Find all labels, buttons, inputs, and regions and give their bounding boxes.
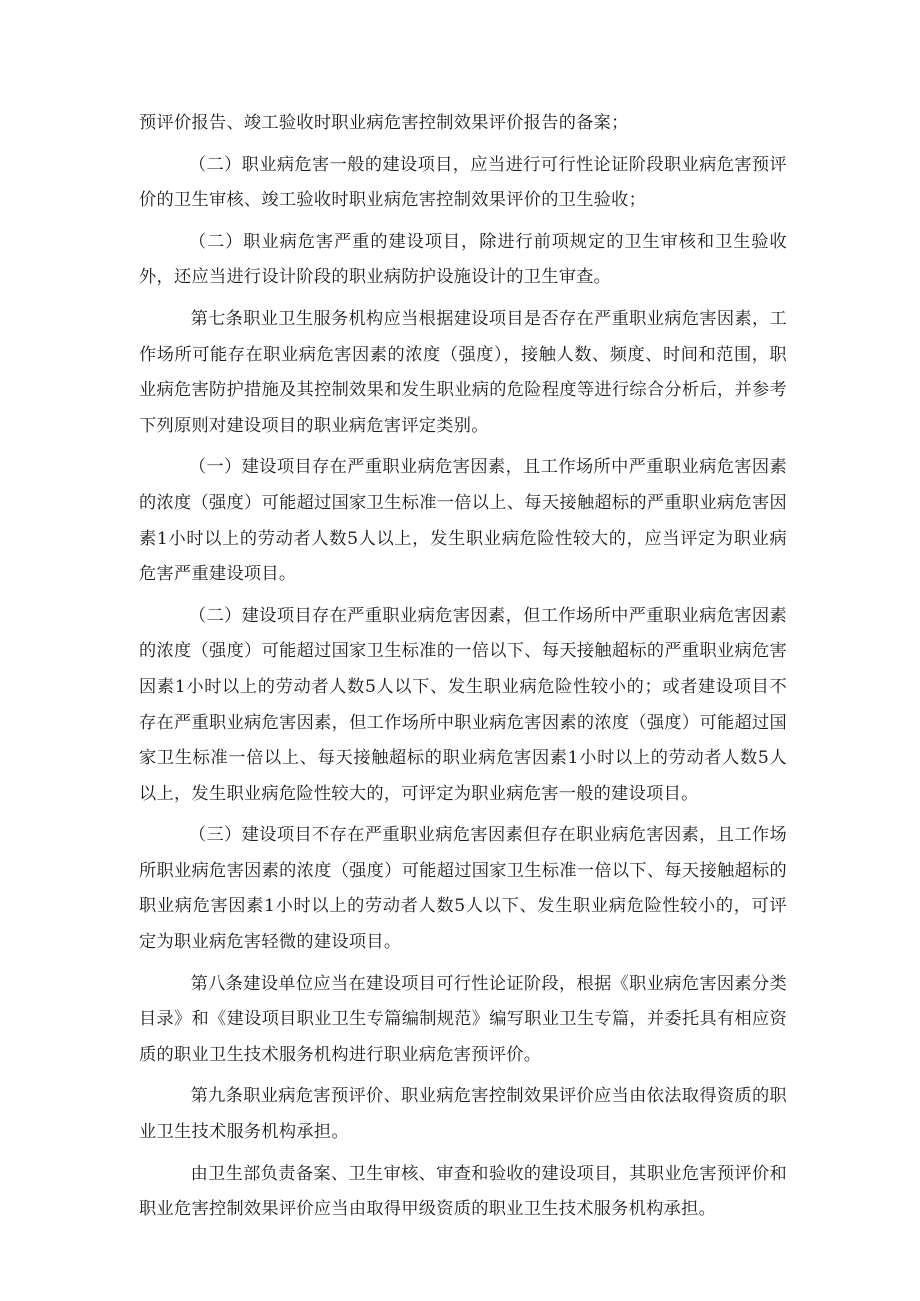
paragraph-item-2-severe: （二）职业病危害严重的建设项目，除进行前项规定的卫生审核和卫生验收外，还应当进行设计阶段的职业病防护设施设计的卫生审查。 (139, 231, 787, 288)
paragraph-article-7-item-2: （二）建设项目存在严重职业病危害因素，但工作场所中严重职业病危害因素的浓度（强度）可能超过国家卫生标准的一倍以下、每天接触超标的严重职业病危害因素1小时以上的劳动者人数5人以下、发生职业病危险性较小的；或者建设项目不存在严重职业病危害因素，但工作场所中职业病危害因素的浓度（强度）可能超过国家卫生标准一倍以上、每天接触超标的职业病危害因素1小时以上的劳动者人数5人以上，发生职业病危险性较大的，可评定为职业病危害一般的建设项目。 (139, 605, 787, 804)
paragraph-article-7-item-3: （三）建设项目不存在严重职业病危害因素但存在职业病危害因素，且工作场所职业病危害因素的浓度（强度）可能超过国家卫生标准一倍以下、每天接触超标的职业病危害因素1小时以上的劳动者人数5人以下、发生职业病危险性较小的，可评定为职业病危害轻微的建设项目。 (139, 825, 787, 953)
paragraph-article-9: 第九条职业病危害预评价、职业病危害控制效果评价应当由依法取得资质的职业卫生技术服务机构承担。 (139, 1086, 787, 1143)
paragraph-article-7-item-1: （一）建设项目存在严重职业病危害因素，且工作场所中严重职业病危害因素的浓度（强度）可能超过国家卫生标准一倍以上、每天接触超标的严重职业病危害因素1小时以上的劳动者人数5人以上，发生职业病危险性较大的，应当评定为职业病危害严重建设项目。 (139, 457, 787, 585)
paragraph-item-2-general: （二）职业病危害一般的建设项目，应当进行可行性论证阶段职业病危害预评价的卫生审核、竣工验收时职业病危害控制效果评价的卫生验收； (139, 154, 787, 211)
document-body (139, 106, 787, 1234)
paragraph-continuation: 预评价报告、竣工验收时职业病危害控制效果评价报告的备案； (139, 113, 629, 133)
paragraph-article-7: 第七条职业卫生服务机构应当根据建设项目是否存在严重职业病危害因素，工作场所可能存在职业病危害因素的浓度（强度），接触人数、频度、时间和范围，职业病危害防护措施及其控制效果和发生职业病的危险程度等进行综合分析后，并参考下列原则对建设项目的职业病危害评定类别。 (139, 308, 787, 436)
paragraph-article-8: 第八条建设单位应当在建设项目可行性论证阶段，根据《职业病危害因素分类目录》和《建设项目职业卫生专篇编制规范》编写职业卫生专篇，并委托具有相应资质的职业卫生技术服务机构进行职业病危害预评价。 (139, 973, 787, 1065)
paragraph-article-9-detail: 由卫生部负责备案、卫生审核、审查和验收的建设项目，其职业危害预评价和职业危害控制效果评价应当由取得甲级资质的职业卫生技术服务机构承担。 (139, 1163, 787, 1220)
